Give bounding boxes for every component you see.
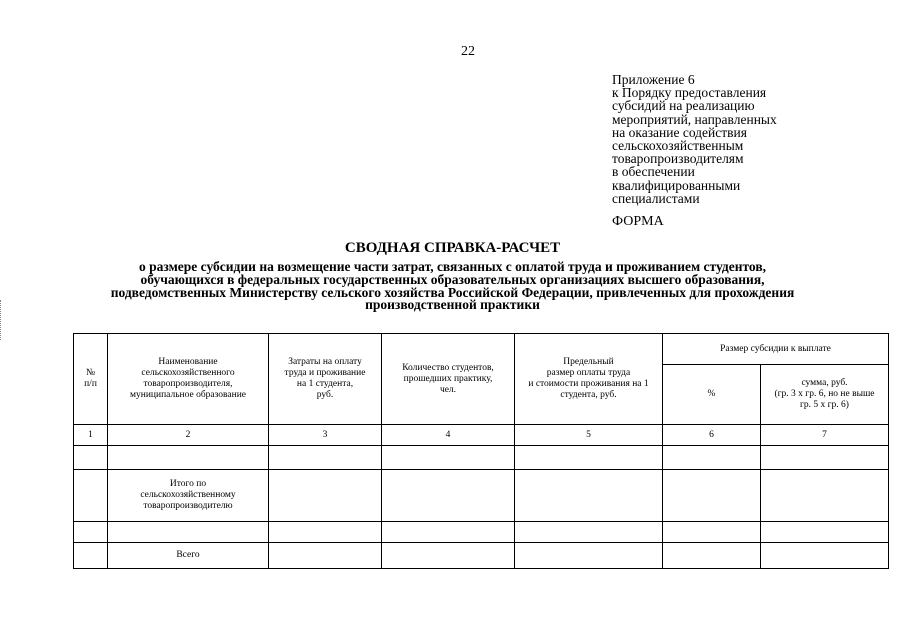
appendix-line: квалифицированными bbox=[612, 177, 741, 193]
empty-cell bbox=[108, 446, 269, 470]
empty-cell bbox=[663, 470, 761, 522]
empty-cell bbox=[515, 522, 663, 543]
appendix-line: субсидий на реализацию bbox=[612, 98, 755, 114]
subtitle-line: производственной практики bbox=[365, 297, 540, 313]
empty-cell bbox=[663, 446, 761, 470]
empty-cell bbox=[515, 446, 663, 470]
appendix-line: товаропроизводителям bbox=[612, 151, 744, 167]
header-percent: % bbox=[663, 365, 761, 425]
appendix-line: мероприятий, направленных bbox=[612, 111, 777, 127]
empty-cell bbox=[761, 543, 889, 569]
header-num: № п/п bbox=[74, 334, 108, 425]
empty-cell bbox=[515, 470, 663, 522]
header-row-1 bbox=[74, 334, 889, 365]
empty-cell bbox=[74, 446, 108, 470]
column-number: 3 bbox=[269, 425, 382, 446]
empty-cell bbox=[382, 446, 515, 470]
empty-cell bbox=[663, 543, 761, 569]
header-name: Наименование сельскохозяйственного товаропроизводителя, муниципальное образование bbox=[108, 334, 269, 425]
table-row-vsego bbox=[74, 543, 889, 569]
empty-cell bbox=[269, 446, 382, 470]
header-costs: Затраты на оплату труда и проживание на 1 студента, руб. bbox=[269, 334, 382, 425]
header-subsidy-group: Размер субсидии к выплате bbox=[663, 334, 889, 365]
empty-cell bbox=[515, 543, 663, 569]
appendix-line: к Порядку предоставления bbox=[612, 85, 767, 101]
page-number: 22 bbox=[461, 44, 475, 59]
appendix-line: специалистами bbox=[612, 190, 700, 206]
empty-cell bbox=[269, 543, 382, 569]
document-title: СВОДНАЯ СПРАВКА-РАСЧЕТ bbox=[344, 240, 561, 256]
table-row bbox=[74, 522, 889, 543]
subtitle-line: обучающихся в федеральных государственных образовательных организациях высшего образования, bbox=[140, 271, 765, 287]
table-row-itogo bbox=[74, 470, 889, 522]
document-subtitle bbox=[0, 261, 905, 312]
appendix-note bbox=[612, 73, 852, 205]
appendix-line: в обеспечении bbox=[612, 164, 695, 180]
empty-cell bbox=[663, 522, 761, 543]
empty-cell bbox=[269, 522, 382, 543]
header-limit: Предельный размер оплаты труда и стоимости проживания на 1 студента, руб. bbox=[515, 334, 663, 425]
itogo-label: Итого по сельскохозяйственному товаропроизводителю bbox=[108, 470, 269, 522]
column-number: 5 bbox=[515, 425, 663, 446]
subtitle-line: подведомственных Министерству сельского хозяйства Российской Федерации, привлеченных для прохождения bbox=[110, 284, 795, 300]
empty-cell bbox=[761, 470, 889, 522]
form-label: ФОРМА bbox=[612, 214, 664, 229]
appendix-line: Приложение 6 bbox=[612, 72, 695, 87]
column-number-row bbox=[74, 425, 889, 446]
empty-cell bbox=[74, 470, 108, 522]
empty-cell bbox=[74, 543, 108, 569]
appendix-line: сельскохозяйственным bbox=[612, 138, 744, 154]
column-number: 1 bbox=[74, 425, 108, 446]
column-number: 7 bbox=[761, 425, 889, 446]
appendix-line: на оказание содействия bbox=[612, 124, 747, 140]
empty-cell bbox=[108, 522, 269, 543]
subtitle-line: о размере субсидии на возмещение части затрат, связанных с оплатой труда и проживанием студентов, bbox=[138, 259, 767, 274]
empty-cell bbox=[761, 446, 889, 470]
header-sum: сумма, руб. (гр. 3 x гр. 6, но не выше гр. 5 x гр. 6) bbox=[761, 365, 889, 425]
column-number: 6 bbox=[663, 425, 761, 446]
scan-edge-mark bbox=[0, 300, 3, 340]
empty-cell bbox=[74, 522, 108, 543]
empty-cell bbox=[269, 470, 382, 522]
empty-cell bbox=[761, 522, 889, 543]
subsidy-table bbox=[73, 333, 889, 569]
table-row bbox=[74, 446, 889, 470]
empty-cell bbox=[382, 543, 515, 569]
column-number: 2 bbox=[108, 425, 269, 446]
header-students: Количество студентов, прошедших практику, чел. bbox=[382, 334, 515, 425]
empty-cell bbox=[382, 470, 515, 522]
column-number: 4 bbox=[382, 425, 515, 446]
vsego-label: Всего bbox=[108, 543, 269, 569]
empty-cell bbox=[382, 522, 515, 543]
